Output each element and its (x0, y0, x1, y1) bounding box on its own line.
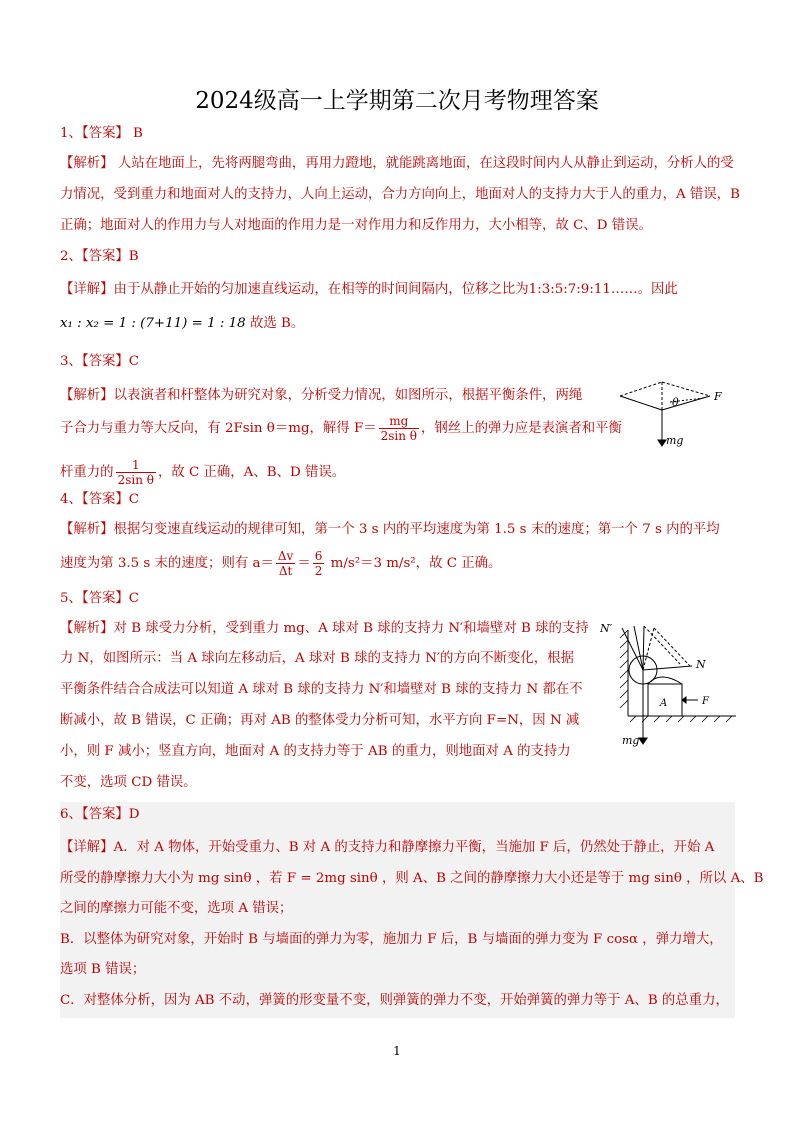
q4-fraction (313, 549, 325, 578)
q3-analysis-line (60, 414, 622, 443)
q4-answer-heading: 4、【答案】C (60, 492, 140, 507)
q4-analysis-line: 【解析】根据匀变速直线运动的规律可知，第一个 3 s 内的平均速度为第 1.5 s 末的速度；第一个 7 s 内的平均 (60, 522, 720, 537)
q4-fraction-denominator: Δt (278, 564, 293, 578)
q6-detail-line: 选项 B 错误； (60, 962, 146, 977)
q6-detail-line: 之间的摩擦力可能不变，选项 A 错误； (60, 901, 293, 916)
q2-conclusion: 故选 B。 (249, 316, 305, 331)
q6-answer-heading: 6、【答案】D (60, 807, 140, 822)
q3-fraction (379, 414, 419, 443)
q5-analysis-line: 【解析】对 B 球受力分析，受到重力 mg、A 球对 B 球的支持力 N′和墙壁对 B 球的支持 (60, 621, 589, 636)
q4-text: ＝ (297, 556, 311, 571)
q6-detail-line: 【详解】A．对 A 物体，开始受重力、B 对 A 的支持力和静摩擦力平衡，当施加 F 后，仍然处于静止，开始 A (60, 840, 715, 855)
q2-formula: x₁ : x₂ = 1 : (7+11) = 1 : 18 (60, 316, 246, 331)
q5-f-label: F (702, 696, 709, 707)
q5-nprime-label: N′ (600, 622, 613, 635)
q3-analysis-line: 【解析】以表演者和杆整体为研究对象，分析受力情况，如图所示，根据平衡条件，两绳 (60, 388, 583, 403)
q5-answer-heading: 5、【答案】C (60, 591, 140, 606)
q5-analysis-line: 小，则 F 减小；竖直方向，地面对 A 的支持力等于 AB 的重力，则地面对 A 的支持力 (60, 744, 571, 759)
q2-formula-line (60, 314, 304, 334)
q5-force-diagram (600, 610, 740, 750)
q2-answer-heading: 2、【答案】B (60, 249, 139, 264)
q4-fraction-denominator: 2 (314, 564, 323, 578)
q3-mg-label: mg (666, 434, 684, 447)
q3-fraction-numerator: 1 (116, 458, 156, 473)
q3-fraction-denominator: 2sin θ (380, 429, 418, 443)
q3-answer-heading: 3、【答案】C (60, 354, 140, 369)
q3-analysis-line (60, 458, 345, 487)
q6-detail-line: C．对整体分析，因为 AB 不动，弹簧的形变量不变，则弹簧的弹力不变，开始弹簧的弹力等于 A、B 的总重力， (60, 993, 729, 1008)
q5-mg-label: mg (622, 734, 640, 747)
q3-fraction-denominator: 2sin θ (117, 473, 154, 487)
q3-fraction-numerator: mg (379, 414, 419, 429)
q3-text: 杆重力的 (60, 465, 114, 480)
page-title: 2024级高一上学期第二次月考物理答案 (195, 88, 599, 114)
page-number: 1 (393, 1044, 401, 1058)
q3-theta-label: θ (672, 396, 679, 409)
q4-analysis-line (60, 549, 501, 578)
q4-text: 速度为第 3.5 s 末的速度；则有 a＝ (60, 556, 274, 571)
q6-detail-line: B．以整体为研究对象，开始时 B 与墙面的弹力为零，施加力 F 后，B 与墙面的弹力变为 F cosα ，弹力增大， (60, 932, 723, 947)
q5-analysis-line: 平衡条件结合合成法可以知道 A 球对 B 球的支持力 N′和墙壁对 B 球的支持力 N 都在不 (60, 682, 583, 697)
q1-analysis-line: 力情况，受到重力和地面对人的支持力，人向上运动，合力方向向上，地面对人的支持力大于人的重力，A 错误，B (60, 187, 740, 202)
q2-detail-line: 【详解】由于从静止开始的匀加速直线运动，在相等的时间间隔内，位移之比为1:3:5:7:9:11……。因此 (60, 282, 678, 297)
q3-text: ，钢丝上的弹力应是表演者和平衡 (421, 421, 622, 436)
q4-fraction (276, 549, 295, 578)
q4-fraction-numerator: 6 (314, 549, 323, 563)
q3-f-label: F (714, 390, 722, 403)
q5-analysis-line: 断减小，故 B 错误，C 正确；再对 AB 的整体受力分析可知，水平方向 F=N，因 N 减 (60, 713, 580, 728)
q4-fraction-numerator: Δv (277, 549, 294, 563)
q3-force-diagram (612, 376, 732, 448)
q4-text: m/s²＝3 m/s²，故 C 正确。 (326, 556, 502, 571)
q1-analysis-line: 正确；地面对人的作用力与人对地面的作用力是一对作用力和反作用力，大小相等，故 C、D 错误。 (60, 218, 652, 233)
q5-analysis-line: 不变，选项 CD 错误。 (60, 775, 197, 790)
q6-detail-line: 所受的静摩擦力大小为 mg sinθ ，若 F = 2mg sinθ ，则 A、B 之间的静摩擦力大小还是等于 mg sinθ ，所以 A、B (60, 871, 764, 886)
q3-text: ，故 C 正确，A、B、D 错误。 (157, 465, 346, 480)
q1-answer-heading: 1、【答案】 B (60, 126, 143, 141)
q3-fraction (116, 458, 156, 487)
q5-n-label: N (696, 658, 706, 671)
q3-text: 子合力与重力等大反向，有 2Fsin θ＝mg，解得 F＝ (60, 421, 377, 436)
q1-analysis-line: 【解析】 人站在地面上，先将两腿弯曲，再用力蹬地，就能跳离地面，在这段时间内人从静止到运动，分析人的受 (60, 156, 734, 171)
q5-a-label: A (660, 698, 668, 709)
q5-analysis-line: 力 N，如图所示：当 A 球向左移动后，A 球对 B 球的支持力 N′的方向不断变化，根据 (60, 651, 574, 666)
